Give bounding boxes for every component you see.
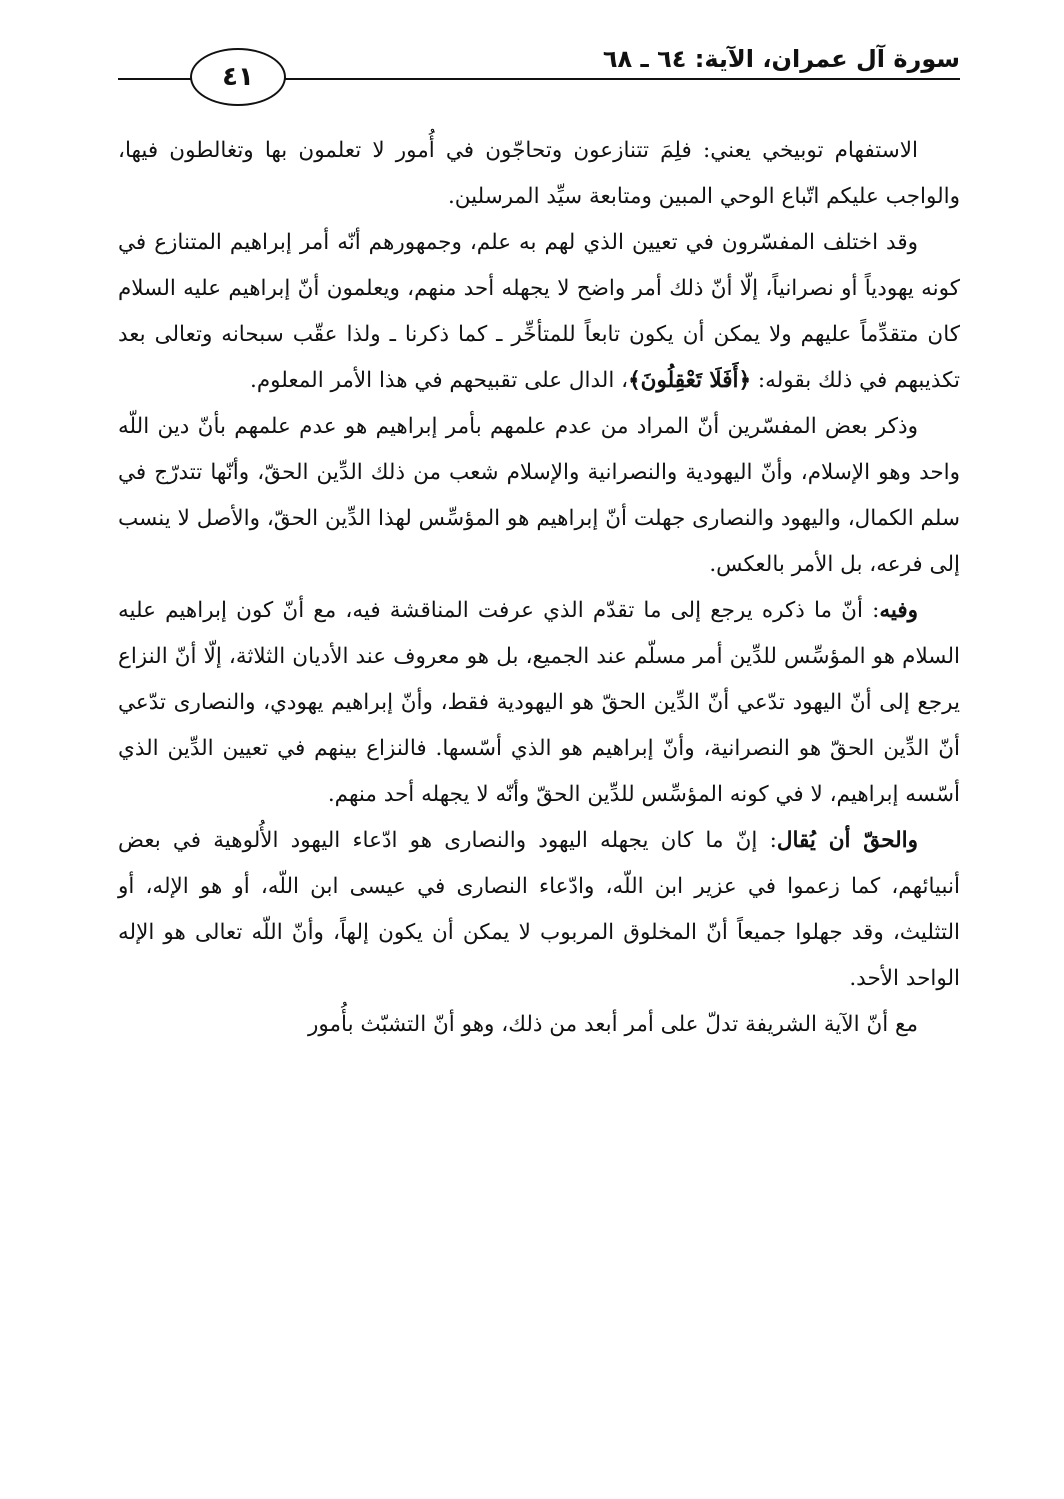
paragraph-2 xyxy=(118,220,960,404)
paragraph-text: مع أنّ الآية الشريفة تدلّ على أمر أبعد من ذلك، وهو أنّ التشبّث بأُمور xyxy=(308,1012,918,1037)
paragraph-lead: وفيه xyxy=(879,598,918,623)
paragraph-4 xyxy=(118,588,960,818)
paragraph-text: : أنّ ما ذكره يرجع إلى ما تقدّم الذي عرفت المناقشة فيه، مع أنّ كون إبراهيم عليه السلام هو المؤسِّس للدِّين أمر مسلّم عند الجميع، بل هو معروف عند الأديان الثلاثة، إلّا أنّ النزاع يرجع إلى أنّ اليهود تدّعي أنّ الدِّين الحقّ هو اليهودية فقط، وأنّ إبراهيم يهودي، والنصارى تدّعي أنّ الدِّين الحقّ هو النصرانية، وأنّ إبراهيم هو الذي أسّسها. فالنزاع بينهم في تعيين الدِّين الذي أسّسه إبراهيم، لا في كونه المؤسِّس للدِّين الحقّ وأنّه لا يجهله أحد منهم. xyxy=(118,598,960,807)
running-title: سورة آل عمران، الآية: ٦٤ ـ ٦٨ xyxy=(602,45,960,73)
body-text xyxy=(118,128,960,1048)
page-number: ٤١ xyxy=(222,62,254,92)
paragraph-3 xyxy=(118,404,960,588)
paragraph-lead: والحقّ أن يُقال xyxy=(776,828,918,853)
paragraph-text: وذكر بعض المفسّرين أنّ المراد من عدم علمهم بأمر إبراهيم هو عدم علمهم بأنّ دين اللّه واحد وهو الإسلام، وأنّ اليهودية والنصرانية والإسلام شعب من ذلك الدِّين الحقّ، وأنّها تتدرّج في سلم الكمال، واليهود والنصارى جهلت أنّ إبراهيم هو المؤسِّس لهذا الدِّين الحقّ، والأصل لا ينسب إلى فرعه، بل الأمر بالعكس. xyxy=(118,414,960,577)
paragraph-5 xyxy=(118,818,960,1002)
page-header xyxy=(118,40,960,90)
paragraph-text: : إنّ ما كان يجهله اليهود والنصارى هو ادّعاء اليهود الأُلوهية في بعض أنبيائهم، كما زعموا في عزير ابن اللّه، وادّعاء النصارى في عيسى ابن اللّه، أو هو الإله، أو التثليث، وقد جهلوا جميعاً أنّ المخلوق المربوب لا يمكن أن يكون إلهاً، وأنّ اللّه تعالى هو الإله الواحد الأحد. xyxy=(118,828,960,991)
paragraph-6 xyxy=(118,1002,960,1048)
quran-quote: ﴿أَفَلَا تَعْقِلُونَ﴾ xyxy=(628,368,752,393)
paragraph-text: وقد اختلف المفسّرون في تعيين الذي لهم به علم، وجمهورهم أنّه أمر إبراهيم المتنازع في كونه يهودياً أو نصرانياً، إلّا أنّ ذلك أمر واضح لا يجهله أحد منهم، ويعلمون أنّ إبراهيم عليه السلام كان متقدِّماً عليهم ولا يمكن أن يكون تابعاً للمتأخِّر ـ كما ذكرنا ـ ولذا عقّب سبحانه وتعالى بعد تكذيبهم في ذلك بقوله: xyxy=(118,230,960,393)
paragraph-1 xyxy=(118,128,960,220)
paragraph-text: الاستفهام توبيخي يعني: فلِمَ تتنازعون وتحاجّون في أُمور لا تعلمون بها وتغالطون فيها، والواجب عليكم اتّباع الوحي المبين ومتابعة سيِّد المرسلين. xyxy=(118,138,960,209)
page-number-badge xyxy=(190,48,286,106)
paragraph-text: ، الدال على تقبيحهم في هذا الأمر المعلوم. xyxy=(249,368,629,393)
